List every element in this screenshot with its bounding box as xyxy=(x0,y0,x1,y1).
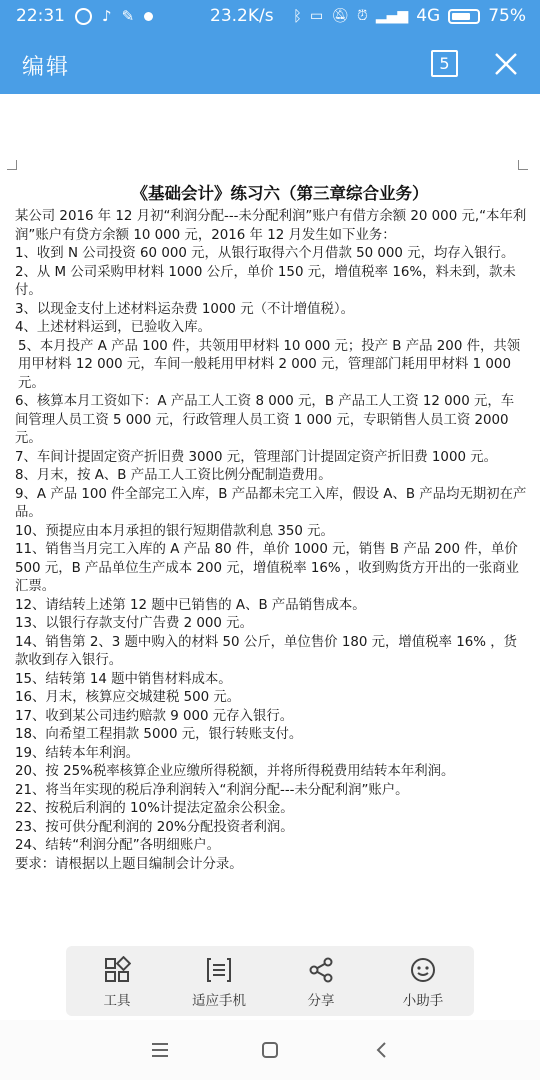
page-corner-mark-left xyxy=(7,160,17,170)
list-item: 6、核算本月工资如下：A 产品工人工资 8 000 元，B 产品工人工资 12 000 元，车间管理人员工资 5 000 元，行政管理人员工资 1 000 元，专职销售人员工资 2000 元。 xyxy=(15,394,515,446)
status-bar xyxy=(0,0,540,34)
tools-label: 工具 xyxy=(103,993,131,1009)
list-item: 11、销售当月完工入库的 A 产品 80 件，单价 1000 元，销售 B 产品 200 件，单价 500 元，B 产品单位生产成本 200 元，增值税率 16% ，收到购货方开出的一张商业汇票。 xyxy=(15,542,519,594)
tools-grid-icon xyxy=(103,956,131,984)
page-corner-mark-right xyxy=(518,160,528,170)
tiktok-icon: ♪ xyxy=(102,7,112,25)
list-item: 18、向希望工程捐款 5000 元，银行转账支付。 xyxy=(15,727,303,742)
list-item: 10、预提应由本月承担的银行短期借款利息 350 元。 xyxy=(15,523,334,539)
navigation-bar xyxy=(0,1020,540,1080)
signal-type: 4G xyxy=(416,6,441,26)
dot-icon xyxy=(144,12,153,21)
share-button[interactable] xyxy=(271,946,371,1016)
close-icon[interactable] xyxy=(492,50,520,78)
list-item: 24、结转“利润分配”各明细账户。 xyxy=(15,838,220,853)
list-item: 22、按税后利润的 10%计提法定盈余公积金。 xyxy=(15,801,294,816)
list-item: 5、本月投产 A 产品 100 件，共领用甲材料 10 000 元；投产 B 产品 200 件，共领用甲材料 12 000 元，车间一般耗用甲材料 2 000 元，管理部门耗用甲材料 1 000 元。 xyxy=(18,338,521,391)
document-body xyxy=(15,208,527,874)
alarm-icon: ⏰︎ xyxy=(356,8,368,24)
home-icon[interactable] xyxy=(256,1036,284,1064)
list-item: 23、按可供分配利润的 20%分配投资者利润。 xyxy=(15,819,294,835)
top-bar xyxy=(0,0,540,94)
fit-phone-button[interactable] xyxy=(169,946,269,1016)
document-title: 《基础会计》练习六（第三章综合业务） xyxy=(131,184,429,203)
requirement-text: 要求：请根据以上题目编制会计分录。 xyxy=(15,856,243,872)
page-count-button[interactable]: 5 xyxy=(431,50,458,77)
shield-icon xyxy=(75,8,92,25)
app-bar xyxy=(0,40,540,94)
list-item: 20、按 25%税率核算企业应缴所得税额，并将所得税费用结转本年利润。 xyxy=(15,764,455,779)
status-time: 22:31 xyxy=(16,6,65,26)
list-item: 8、月末，按 A、B 产品工人工资比例分配制造费用。 xyxy=(15,468,332,483)
list-item: 21、将当年实现的税后净利润转入“利润分配---未分配利润”账户。 xyxy=(15,782,409,798)
share-label: 分享 xyxy=(307,993,335,1009)
assistant-label: 小助手 xyxy=(402,993,444,1009)
document-page[interactable] xyxy=(0,94,540,944)
battery-icon xyxy=(448,9,480,24)
list-item: 15、结转第 14 题中销售材料成本。 xyxy=(15,671,232,687)
vibrate-icon: ▭ xyxy=(309,8,324,24)
list-item: 12、请结转上述第 12 题中已销售的 A、B 产品销售成本。 xyxy=(15,597,366,613)
list-item: 13、以银行存款支付广告费 2 000 元。 xyxy=(15,616,253,631)
intro-paragraph: 某公司 2016 年 12 月初“利润分配---未分配利润”账户有借方余额 20 000 元,“本年利润”账户有贷方余额 10 000 元，2016 年 12 月发生如下业务： xyxy=(15,209,527,243)
list-item: 16、月末，核算应交城建税 500 元。 xyxy=(15,690,241,705)
menu-icon[interactable] xyxy=(146,1036,174,1064)
list-item: 14、销售第 2、3 题中购入的材料 50 公斤，单位售价 180 元，增值税率 16% ，货款收到存入银行。 xyxy=(15,634,518,668)
list-item: 17、收到某公司违约赔款 9 000 元存入银行。 xyxy=(15,708,294,724)
back-icon[interactable] xyxy=(368,1036,396,1064)
bottom-toolbar xyxy=(66,946,474,1016)
network-speed: 23.2K/s xyxy=(210,6,274,26)
list-item: 19、结转本年利润。 xyxy=(15,745,140,761)
list-item: 1、收到 N 公司投资 60 000 元，从银行取得六个月借款 50 000 元，均存入银行。 xyxy=(15,246,515,261)
list-item: 3、以现金支付上述材料运杂费 1000 元（不计增值税）。 xyxy=(15,301,355,317)
bird-icon: ✎ xyxy=(121,7,135,25)
list-item: 2、从 M 公司采购甲材料 1000 公斤，单价 150 元，增值税率 16%，料未到，款未付。 xyxy=(15,264,516,298)
battery-level: 75% xyxy=(488,6,526,26)
mute-icon: 🔕︎ xyxy=(331,8,349,24)
list-item: 4、上述材料运到，已验收入库。 xyxy=(15,320,211,335)
tools-button[interactable] xyxy=(67,946,167,1016)
list-item: 7、车间计提固定资产折旧费 3000 元，管理部门计提固定资产折旧费 1000 元。 xyxy=(15,449,498,465)
assistant-icon xyxy=(409,956,437,984)
list-item: 9、A 产品 100 件全部完工入库，B 产品都未完工入库，假设 A、B 产品均无期初在产品。 xyxy=(15,486,527,520)
bluetooth-icon: ᛒ xyxy=(292,7,302,25)
assistant-button[interactable] xyxy=(373,946,473,1016)
fit-phone-label: 适应手机 xyxy=(192,993,246,1009)
signal-icon: ▂▄▆ xyxy=(375,8,409,24)
share-icon xyxy=(307,956,335,984)
fit-phone-icon xyxy=(205,956,233,984)
app-title: 编辑 xyxy=(22,55,71,80)
